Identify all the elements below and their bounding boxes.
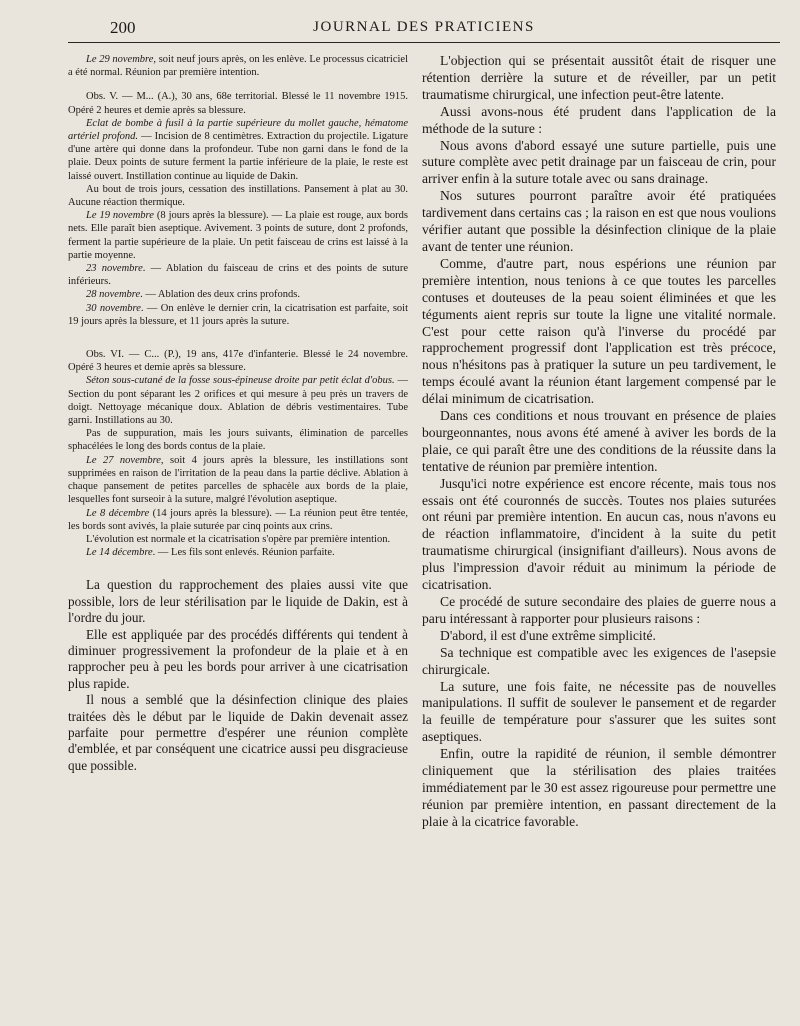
text-run: . — On enlève le dernier crin, la cicatrisation est parfaite, soit 19 jours après la blessure, et 11 jours après la suture. [68, 302, 408, 327]
text-run: La question du rapprochement des plaies aussi vite que possible, lors de leur stérilisation par le liquide de Dakin, est à l'ordre du jour. [68, 577, 408, 626]
paragraph [68, 117, 408, 183]
paragraph [68, 533, 408, 546]
paragraph [422, 408, 776, 476]
paragraph [68, 348, 408, 374]
paragraph [422, 679, 776, 747]
paragraph [68, 183, 408, 209]
italic-run: 28 novembre [86, 289, 141, 301]
text-run: Pas de suppuration, mais les jours suivants, élimination de parcelles sphacélées le long des bords contus de la plaie. [68, 428, 408, 453]
text-run: D'abord, il est d'une extrême simplicité. [440, 627, 656, 643]
paragraph [422, 594, 776, 628]
paragraph [68, 454, 408, 507]
paragraph [422, 746, 776, 831]
discussion-intro [68, 577, 408, 774]
text-run: , soit 4 jours après la blessure, les instillations sont supprimées en raison de l'irritation de la peau dans la partie déclive. Ablation à chaque pansement de petites parcelles de sphacèle aux bords de la plaie, lesquelles font surseoir à la suture, malgré l'évolution aseptique. [68, 454, 408, 506]
italic-run: Le 29 novembre [86, 54, 154, 65]
text-run: . — Ablation des deux crins profonds. [140, 289, 300, 301]
paragraph [422, 53, 776, 104]
paragraph [422, 628, 776, 645]
italic-run: Séton sous-cutané de la fosse sous-épineuse droite par petit éclat d'obus. [86, 375, 395, 387]
italic-run: Le 8 décembre [86, 507, 150, 519]
italic-run: 30 novembre [86, 302, 141, 314]
text-columns [68, 53, 780, 831]
paragraph [422, 188, 776, 256]
text-run: — Section du pont séparant les 2 orifices et qui mesure à peu près un travers de doigt. Nettoyage mécanique doux. Ablation de débris vestimentaires. Tube garni. Instillations au 30. [68, 375, 408, 427]
paragraph [68, 302, 408, 328]
text-run: Il nous a semblé que la désinfection clinique des plaies traitées dès le début par le liquide de Dakin devenait assez parfaite pour permettre d'espérer une réunion complète d'emblée, et par conséquent une cicatrice aussi peu disgracieuse que possible. [68, 692, 408, 773]
text-run: Nous avons d'abord essayé une suture partielle, puis une suture complète avec petit drainage par un faisceau de crin, pour arriver enfin à la suture totale avec ou sans drainage. [422, 137, 776, 187]
italic-run: Eclat de bombe à fusil à la partie supérieure du mollet gauche, hématome artériel profond. [68, 117, 408, 143]
text-run: Nos sutures pourront paraître avoir été pratiquées tardivement dans certains cas ; la raison en est que nous voulions vérifier autant que possible la désinfection clinique de la plaie avant de tenter une réunion. [422, 188, 776, 254]
text-run: . — Les fils sont enlevés. Réunion parfaite. [152, 547, 335, 559]
paragraph [68, 374, 408, 427]
left-column [68, 53, 408, 831]
page-number: 200 [110, 18, 136, 37]
text-run: . — Ablation du faisceau de crins et des points de suture inférieurs. [68, 263, 408, 288]
paragraph [422, 256, 776, 408]
paragraph [422, 104, 776, 138]
paragraph [68, 53, 408, 79]
paragraph [68, 577, 408, 626]
italic-run: Le 14 décembre [86, 547, 153, 559]
text-run: Ce procédé de suture secondaire des plaies de guerre nous a paru intéressant à rapporter pour plusieurs raisons : [422, 594, 776, 626]
page-header [68, 14, 780, 43]
italic-run: 23 novembre [86, 263, 143, 275]
text-run: L'évolution est normale et la cicatrisation s'opère par première intention. [86, 533, 391, 545]
paragraph [422, 476, 776, 594]
journal-title: JOURNAL DES PRATICIENS [313, 19, 535, 35]
paragraph [68, 427, 408, 453]
text-run: Elle est appliquée par des procédés différents qui tendent à diminuer progressivement la profondeur de la plaie et à en rapprocher peu à peu les bords pour arriver à une cicatrisation plus rapide. [68, 626, 408, 691]
text-run: Au bout de trois jours, cessation des instillations. Pansement à plat au 30. Aucune réaction thermique. [68, 183, 408, 209]
text-run: Comme, d'autre part, nous espérions une réunion par première intention, nous tenions à ce que toutes les parcelles contuses et douteuses de la peau soient éliminées et que les téguments aient repris sur toute la ligne une vitalité normale. C'est pour cette raison qu'à l'inverse du procédé par rapprochement progressif dont l'application est très précoce, nous n'hésitons pas à pratiquer la suture un peu tardivement, le temps écoulé avant la réunion étant largement compensé par le délai minimum de cicatrisation. [422, 255, 776, 407]
paragraph [68, 546, 408, 559]
text-run: L'objection qui se présentait aussitôt était de risquer une rétention derrière la suture et de réveiller, par un petit traumatisme chirurgical, une infection peut-être latente. [422, 53, 776, 102]
paragraph [68, 627, 408, 693]
paragraph [422, 138, 776, 189]
text-run: La suture, une fois faite, ne nécessite pas de nouvelles manipulations. Il suffit de soulever le pansement et de regarder la feuille de température pour s'assurer que les suites sont aseptiques. [422, 678, 776, 745]
paragraph [68, 209, 408, 262]
text-run: Aussi avons-nous été prudent dans l'application de la méthode de la suture : [422, 103, 776, 136]
text-run: (8 jours après la blessure). — La plaie est rouge, aux bords nets. Elle paraît bien aseptique. Avivement. 3 points de suture, dont 2 profonds, ferment la partie supérieure de la plaie. Un petit faisceau de crins est laissé à la partie moyenne. [68, 210, 408, 261]
italic-run: Le 27 novembre [86, 454, 161, 466]
right-column [422, 53, 776, 831]
text-run: — Incision de 8 centimètres. Extraction du projectile. Ligature d'une artère qui donne dans la profondeur. Tube non garni dans le fond de la plaie. Deux points de suture ferment la partie inférieure de la plaie, le reste est laissé ouvert. Instillation continue au liquide de Dakin. [68, 131, 409, 182]
paragraph [68, 507, 408, 533]
paragraph [68, 288, 408, 301]
text-run: Jusqu'ici notre expérience est encore récente, mais tous nos essais ont été couronnés de succès. Toutes nos plaies suturées ont réuni par première intention. En aucun cas, nous n'avons eu de réaction inflammatoire, d'incident à la suite du petit traumatisme chirurgical (insignifiant d'ailleurs). Nous avons de plus l'impression d'avoir réduit au minimum la période de cicatrisation. [422, 475, 776, 593]
text-run: Obs. VI. — C... (P.), 19 ans, 417e d'infanterie. Blessé le 24 novembre. Opéré 3 heures et demie après sa blessure. [68, 349, 408, 374]
paragraph [68, 692, 408, 774]
paragraph [422, 645, 776, 679]
text-run: , soit neuf jours après, on les enlève. Le processus cicatriciel a été normal. Réunion par première intention. [68, 54, 408, 79]
italic-run: Le 19 novembre [86, 210, 154, 222]
text-run: Obs. V. — M... (A.), 30 ans, 68e territorial. Blessé le 11 novembre 1915. Opéré 2 heures et demie après sa blessure. [68, 91, 408, 116]
case-reports [68, 53, 408, 559]
text-run: (14 jours après la blessure). — La réunion peut être tentée, les bords sont avivés, la plaie suturée par cinq points aux crins. [68, 507, 409, 532]
text-run: Enfin, outre la rapidité de réunion, il semble démontrer cliniquement que la stérilisation des plaies traitées immédiatement par le 30 est assez rigoureuse pour permettre une réunion par première intention, en passant directement de la plaie à la cicatrice favorable. [422, 746, 776, 829]
text-run: Dans ces conditions et nous trouvant en présence de plaies bourgeonnantes, nous avons été amené à aviver les bords de la plaie, ce qui paraît être une des conditions de la réussite dans la tentative de réunion par première intention. [422, 408, 776, 474]
paragraph [68, 262, 408, 288]
paragraph [68, 90, 408, 116]
text-run: Sa technique est compatible avec les exigences de l'asepsie chirurgicale. [422, 644, 776, 677]
